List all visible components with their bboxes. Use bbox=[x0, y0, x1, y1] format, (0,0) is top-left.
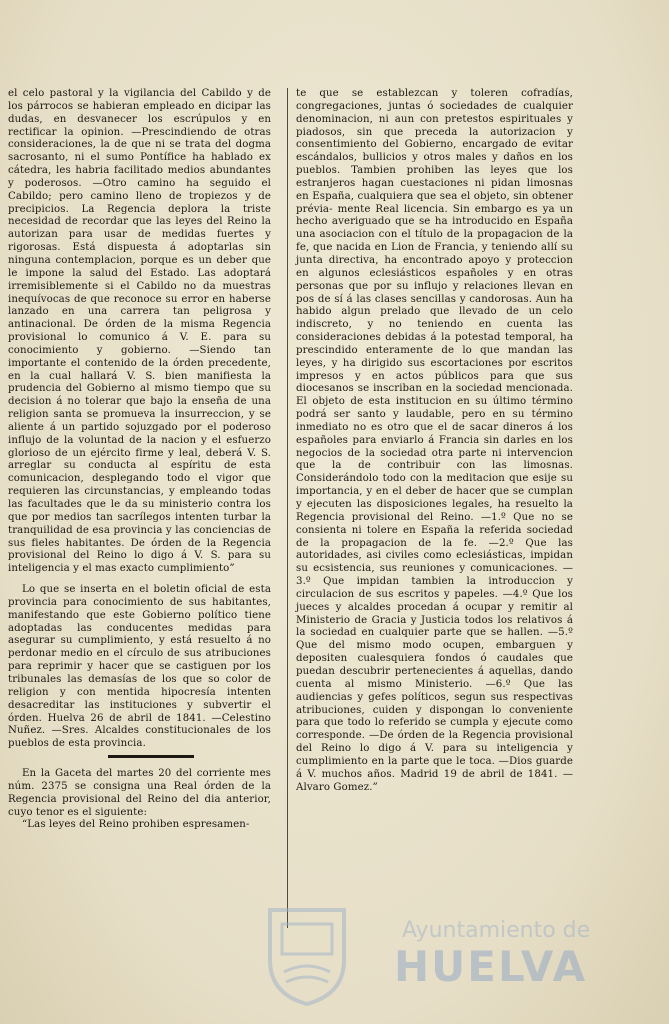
left-paragraph-3: En la Gaceta del martes 20 del corriente mes núm. 2375 se consigna una Real órden de la Regencia provisional del Reino del dia anterior, cuyo tenor es el siguiente: bbox=[8, 768, 271, 818]
left-column bbox=[8, 88, 271, 832]
watermark-line-2: HUELVA bbox=[394, 942, 588, 991]
right-column bbox=[296, 88, 573, 794]
section-rule bbox=[108, 755, 194, 758]
watermark-line-1: Ayuntamiento de bbox=[402, 918, 591, 943]
left-paragraph-2: Lo que se inserta en el boletin oficial de esta provincia para conocimiento de sus habitantes, manifestando que este Gobierno político tiene adoptadas las conducentes medidas para asegurar su cumplimiento, y está resuelto á no perdonar medio en el círculo de sus atribuciones para reprimir y hacer que se castiguen por los tribunales las demasías de los que so color de religion y con mentida hipocresía intenten desacreditar las instituciones y subvertir el órden. Huelva 26 de abril de 1841. —Celestino Nuñez. —Sres. Alcaldes constitucionales de los pueblos de esta provincia. bbox=[8, 584, 271, 750]
coat-of-arms-icon bbox=[262, 902, 352, 1007]
left-paragraph-1: el celo pastoral y la vigilancia del Cabildo y de los párrocos se habieran empleado en dicipar las dudas, en desvanecer los escrúpulos y en rectificar la opinion. —Prescindiendo de otras consideraciones, la de que ni se trata del dogma sacrosanto, ni el sumo Pontífice ha hablado ex cátedra, les habria facilitado medios abundantes y poderosos. —Otro camino ha seguido el Cabildo; pero camino lleno de tropiezos y de precipicios. La Regencia deplora la triste necesidad de recordar que las leyes del Reino la autorizan para usar de medidas fuertes y rigorosas. Está dispuesta á adoptarlas sin ninguna contemplacion, porque es un deber que le impone la salud del Estado. Las adoptará irremisiblemente si el Cabildo no da muestras inequívocas de que reconoce su error en haberse lanzado en una carrera tan peligrosa y antinacional. De órden de la misma Regencia provisional lo comunico á V. E. para su conocimiento y gobierno. —Siendo tan importante el contenido de la órden precedente, en la cual hallará V. S. bien manifiesta la prudencia del Gobierno al mismo tiempo que su decision á no tolerar que bajo la enseña de una religion santa se promueva la insurreccion, y se aliente á un partido sojuzgado por el poderoso influjo de la voluntad de la nacion y el esfuerzo glorioso de un ejército firme y leal, deberá V. S. arreglar su conducta al espíritu de esta comunicacion, desplegando todo el vigor que requieren las circunstancias, y empleando todas las facultades que le da su ministerio contra los que por medios tan sacrílegos intenten turbar la tranquilidad de esa provincia y las conciencias de sus fieles habitantes. De órden de la Regencia provisional del Reino lo digo á V. S. para su inteligencia y el mas exacto cumplimiento” bbox=[8, 88, 271, 575]
archive-watermark bbox=[262, 902, 591, 1012]
column-divider bbox=[287, 88, 288, 928]
left-paragraph-4: “Las leyes del Reino prohiben espresamen- bbox=[22, 819, 250, 831]
right-paragraph-1: te que se establezcan y toleren cofradías, congregaciones, juntas ó sociedades de cualquier denominacion, ni aun con pretestos espirituales y piadosos, sin que preceda la autorizacion y consentimiento del Gobierno, encargado de evitar escándalos, bullicios y otros males y daños en los pueblos. Tambien prohiben las leyes que los estranjeros hagan cuestaciones ni pidan limosnas en España, cualquiera que sea el objeto, sin obtener prévia- mente Real licencia. Sin embargo es ya un hecho averiguado que se ha introducido en España una asociacion con el título de la propagacion de la fe, que nacida en Lion de Francia, y teniendo allí su junta directiva, ha encontrado apoyo y proteccion en algunos eclesiásticos españoles y en otras personas que por su influjo y relaciones llevan en pos de sí á las clases sencillas y candorosas. Aun ha habido algun prelado que llevado de un celo indiscreto, y no teniendo en cuenta las consideraciones debidas á la potestad temporal, ha prescindido enteramente de lo que mandan las leyes, y ha dirigido sus escortaciones por escritos impresos y en actos públicos para que sus diocesanos se inscriban en la sociedad mencionada. El objeto de esta institucion en su último término podrá ser santo y laudable, pero en su término inmediato no es otro que el de sacar dineros á los españoles para enviarlo á Francia sin darles en los negocios de la sociedad otra parte ni intervencion que la de contribuir con las limosnas. Considerándolo todo con la meditacion que esije su importancia, y en el deber de hacer que se cumplan y ejecuten las disposiciones legales, ha resuelto la Regencia provisional del Reino. —1.º Que no se consienta ni tolere en España la referida sociedad de la propagacion de la fe. —2.º Que las autoridades, asi civiles como eclesiásticas, impidan su ecsistencia, sus reuniones y comunicaciones. —3.º Que impidan tambien la introduccion y circulacion de sus escritos y papeles. —4.º Que los jueces y alcaldes procedan á ocupar y remitir al Ministerio de Gracia y Justicia todos los relativos á la sociedad en cualquier parte que se hallen. —5.º Que del mismo modo ocupen, embarguen y depositen cualesquiera fondos ó caudales que puedan descubrir pertenecientes á aquellas, dando cuenta al mismo Ministerio. —6.º Que las audiencias y gefes políticos, segun sus respectivas atribuciones, cuiden y dispongan lo conveniente para que todo lo referido se cumpla y ejecute como corresponde. —De órden de la Regencia provisional del Reino lo digo á V. para su inteligencia y cumplimiento en la parte que le toca. —Dios guarde á V. muchos años. Madrid 19 de abril de 1841. —Alvaro Gomez.” bbox=[296, 88, 573, 793]
